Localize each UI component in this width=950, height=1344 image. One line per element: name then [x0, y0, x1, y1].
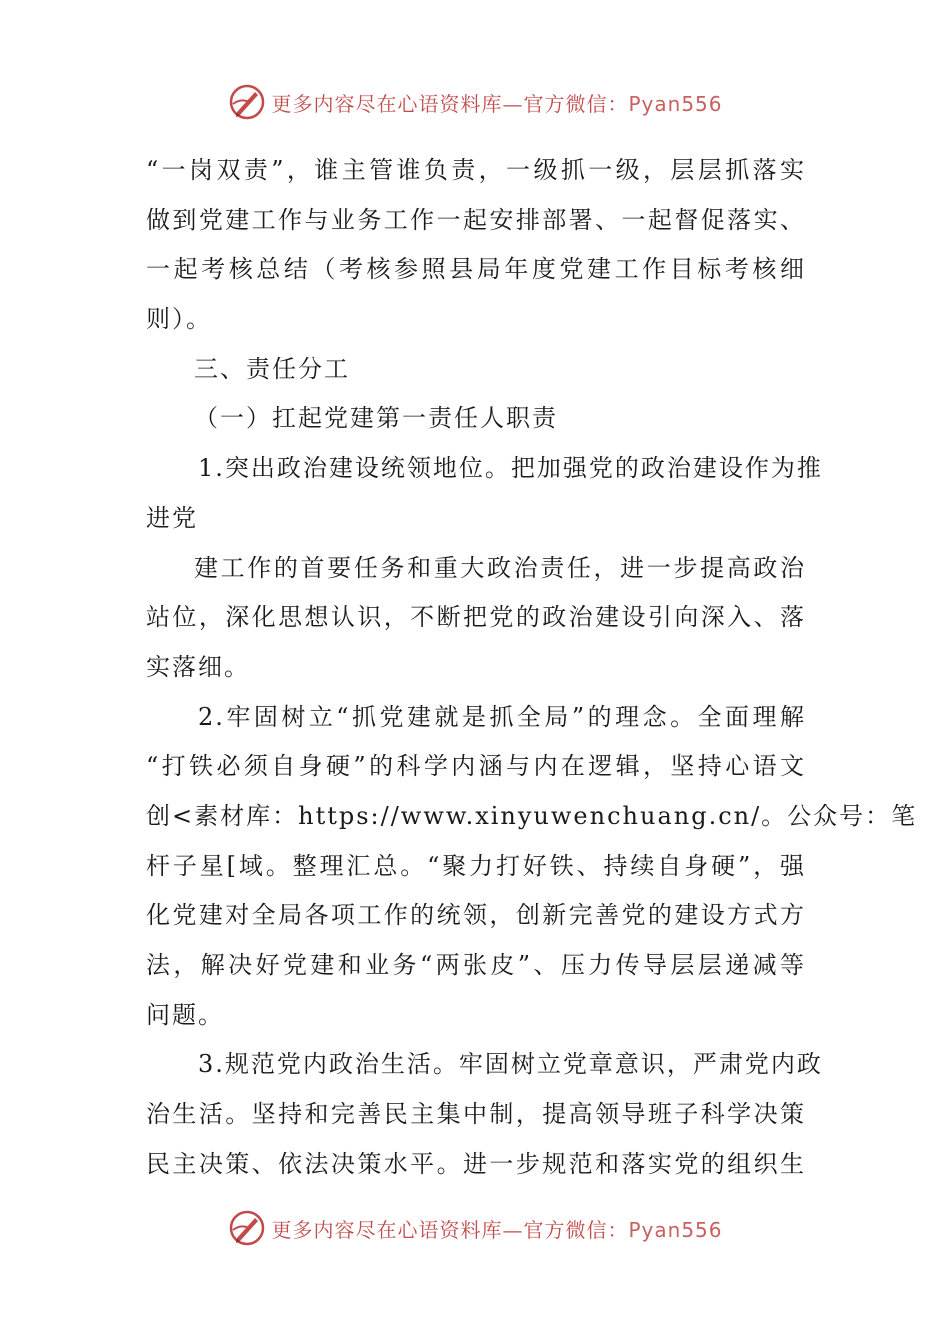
text-line: 一起考核总结（考核参照县局年度党建工作目标考核细: [146, 255, 806, 284]
text-line: 实落细。: [146, 652, 250, 681]
text-line: 法，解决好党建和业务“两张皮”、压力传导层层递减等: [146, 951, 806, 979]
document-body: [146, 146, 918, 1189]
quill-logo-icon: [227, 82, 267, 122]
subsection-heading: （一）扛起党建第一责任人职责: [194, 404, 558, 433]
text-line: “打铁必须自身硬”的科学内涵与内在逻辑，坚持心语文: [146, 752, 806, 781]
header-banner: [0, 80, 950, 124]
text-line: “一岗双责”，谁主管谁负责，一级抓一级，层层抓落实: [146, 156, 806, 184]
wechat-id: Pyan556: [628, 1217, 723, 1242]
text-line: 2.牢固树立“抓党建就是抓全局”的理念。全面理解: [198, 702, 806, 731]
text-line: 化党建对全局各项工作的统领，创新完善党的建设方式方: [146, 901, 806, 930]
text-line: 进党: [146, 503, 198, 532]
text-line: 杆子星[域。整理汇总。“聚力打好铁、持续自身硬”，强: [146, 851, 806, 880]
wechat-id: Pyan556: [628, 91, 723, 116]
text-line: 民主决策、依法决策水平。进一步规范和落实党的组织生: [146, 1149, 806, 1178]
text-line: 做到党建工作与业务工作一起安排部署、一起督促落实、: [146, 205, 806, 234]
text-line: 站位，深化思想认识，不断把党的政治建设引向深入、落: [146, 603, 806, 632]
text-line-url: 创<素材库：https://www.xinyuwenchuang.cn/。公众号：笔: [146, 801, 918, 830]
section-heading: 三、责任分工: [194, 354, 350, 383]
banner-text: 更多内容尽在心语资料库—官方微信：Pyan556: [271, 1217, 723, 1242]
banner-text: 更多内容尽在心语资料库—官方微信：Pyan556: [271, 91, 723, 116]
text-line: 则）。: [146, 305, 212, 334]
text-line: 问题。: [146, 1000, 224, 1029]
footer-banner: [0, 1206, 950, 1250]
text-line: 3.规范党内政治生活。牢固树立党章意识，严肃党内政: [198, 1050, 823, 1079]
text-line: 建工作的首要任务和重大政治责任，进一步提高政治: [194, 553, 806, 582]
quill-logo-icon: [227, 1208, 267, 1248]
text-line: 治生活。坚持和完善民主集中制，提高领导班子科学决策: [146, 1100, 806, 1129]
text-line: 1.突出政治建设统领地位。把加强党的政治建设作为推: [198, 454, 823, 483]
